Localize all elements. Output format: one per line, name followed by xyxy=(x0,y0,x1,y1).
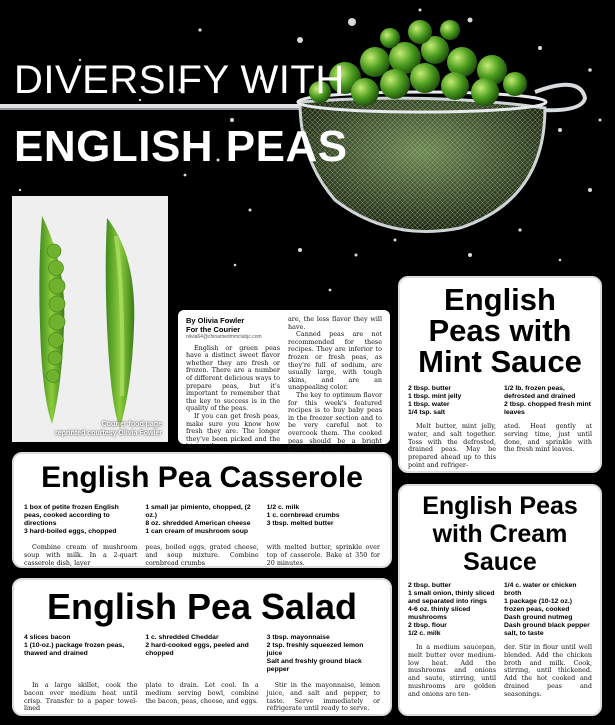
intro-paragraph: Canned peas are not recommended for these recipes. They are inferior to frozen or fresh peas, as they're full of sodium, are usually large, with tough skins, and are an unappealing color. xyxy=(288,330,382,392)
recipe-cream-sauce xyxy=(398,484,602,716)
ingredients-right: 1/2 lb. frozen peas, defrosted and drained 2 tbsp. chopped fresh mint leaves xyxy=(504,385,591,416)
ingredients: 1 box of petite frozen English peas, cooked according to directions 3 hard-boiled eggs, chopped 1 small jar pimiento, chopped, (2 oz.) 8 oz. shredded American cheese 1 can cream of mushroom soup 1/2 c. milk 1 c. cornbread crumbs 3 tbsp. melted butter xyxy=(24,504,340,535)
ingredients-left: 2 tbsp. butter 1 tbsp. mint jelly 1 tbsp. water 1/4 tsp. salt xyxy=(408,385,462,416)
intro-column-2 xyxy=(288,316,382,460)
ingredients: 2 tbsp. butter 1 small onion, thinly sliced and separated into rings 4-6 oz. thinly sliced mushrooms 2 tbsp. flour 1/2 c. milk 1/4 c. water or chicken broth 1 package (10-12 oz.) frozen peas, cooked Dash ground nutmeg Dash ground black pepper salt, to taste xyxy=(408,582,590,637)
recipe-title: English Peas with Cream Sauce xyxy=(422,492,578,576)
intro-paragraph: English or green peas have a distinct sweet flavor whether they are fresh or frozen. There are a number of different delicious ways to prepare peas, but it's important to remember that the key to success is in the quality of the peas. xyxy=(186,343,280,413)
directions: Combine cream of mushroom soup with milk. In a 2-quart casserole dish, layer peas, boiled eggs, grated cheese, and soup mixture. Combine cornbread crumbs with melted butter, sprinkle over top of casserole. Bake at 350 for 20 minutes. xyxy=(24,543,380,567)
recipe-title: English Pea Salad xyxy=(46,586,358,627)
byline-author: By Olivia Fowler xyxy=(186,316,245,325)
directions: In a large skillet, cook the bacon over medium heat until crisp. Transfer to a paper towel-lined plate to drain. Let cool. In a medium serving bowl, combine the bacon, peas, cheese, and eggs. Stir in the mayonnaise, lemon juice, and salt and pepper, to taste. Serve immediately or refrigerate until ready to serve. xyxy=(24,681,380,713)
recipe-title: English Peas with Mint Sauce xyxy=(418,282,582,379)
photo-credit: Courier food page reprinted courtesy Olivia Fowler xyxy=(55,421,162,437)
strainer-handle xyxy=(0,104,310,108)
headline-line1: DIVERSIFY WITH xyxy=(14,58,345,102)
ingredients xyxy=(408,385,592,417)
intro-paragraph: The key to optimum flavor for this week's featured recipes is to buy baby peas in the freezer section and to be very careful not to overcook them. The cooked peas should be a bright green and should be slightly xyxy=(288,390,382,453)
pea-pods-icon xyxy=(12,196,168,442)
recipe-salad xyxy=(12,578,392,716)
author-email: olivia64@chinamedmmclubjc.com xyxy=(186,334,262,340)
intro-column-1 xyxy=(186,316,280,460)
headline-line2: ENGLISH PEAS xyxy=(14,122,348,171)
recipe-title: English Pea Casserole xyxy=(41,461,363,494)
intro-article xyxy=(178,310,390,453)
intro-paragraph: If you can get fresh peas, make sure you know how fresh they are. The longer they've been picked and the bigger they xyxy=(186,411,280,451)
recipe-casserole xyxy=(12,452,392,568)
ingredients: 4 slices bacon 1 (10-oz.) package frozen peas, thawed and drained 1 c. shredded Cheddar 2 hard-cooked eggs, peeled and chopped 3 tbsp. mayonnaise 2 tsp. freshly squeezed lemon juice Salt and freshly ground black pepper xyxy=(24,634,364,673)
intro-paragraph: are, the less flavor they will have. xyxy=(288,315,382,331)
directions: In a medium saucepan, melt butter over medium-low heat. Add the mushrooms and onions and saute, stirring, until mushrooms are golden and onions are ten- der. Stir in flour until well blended. Add the chicken broth and milk. Cook, stirring, until thickened. Add the hot cooked and drained peas and seasonings. xyxy=(408,643,592,698)
pea-pod-photo xyxy=(12,196,168,442)
recipe-mint-sauce xyxy=(398,276,602,473)
directions: Melt butter, mint jelly, water, and salt together. Toss with the defrosted, drained peas. May be prepared ahead up to this point and refriger- ated. Heat gently at serving time, just until done, and sprinkle with the fresh mint leaves. xyxy=(408,422,592,469)
byline-source: For the Courier xyxy=(186,325,241,334)
